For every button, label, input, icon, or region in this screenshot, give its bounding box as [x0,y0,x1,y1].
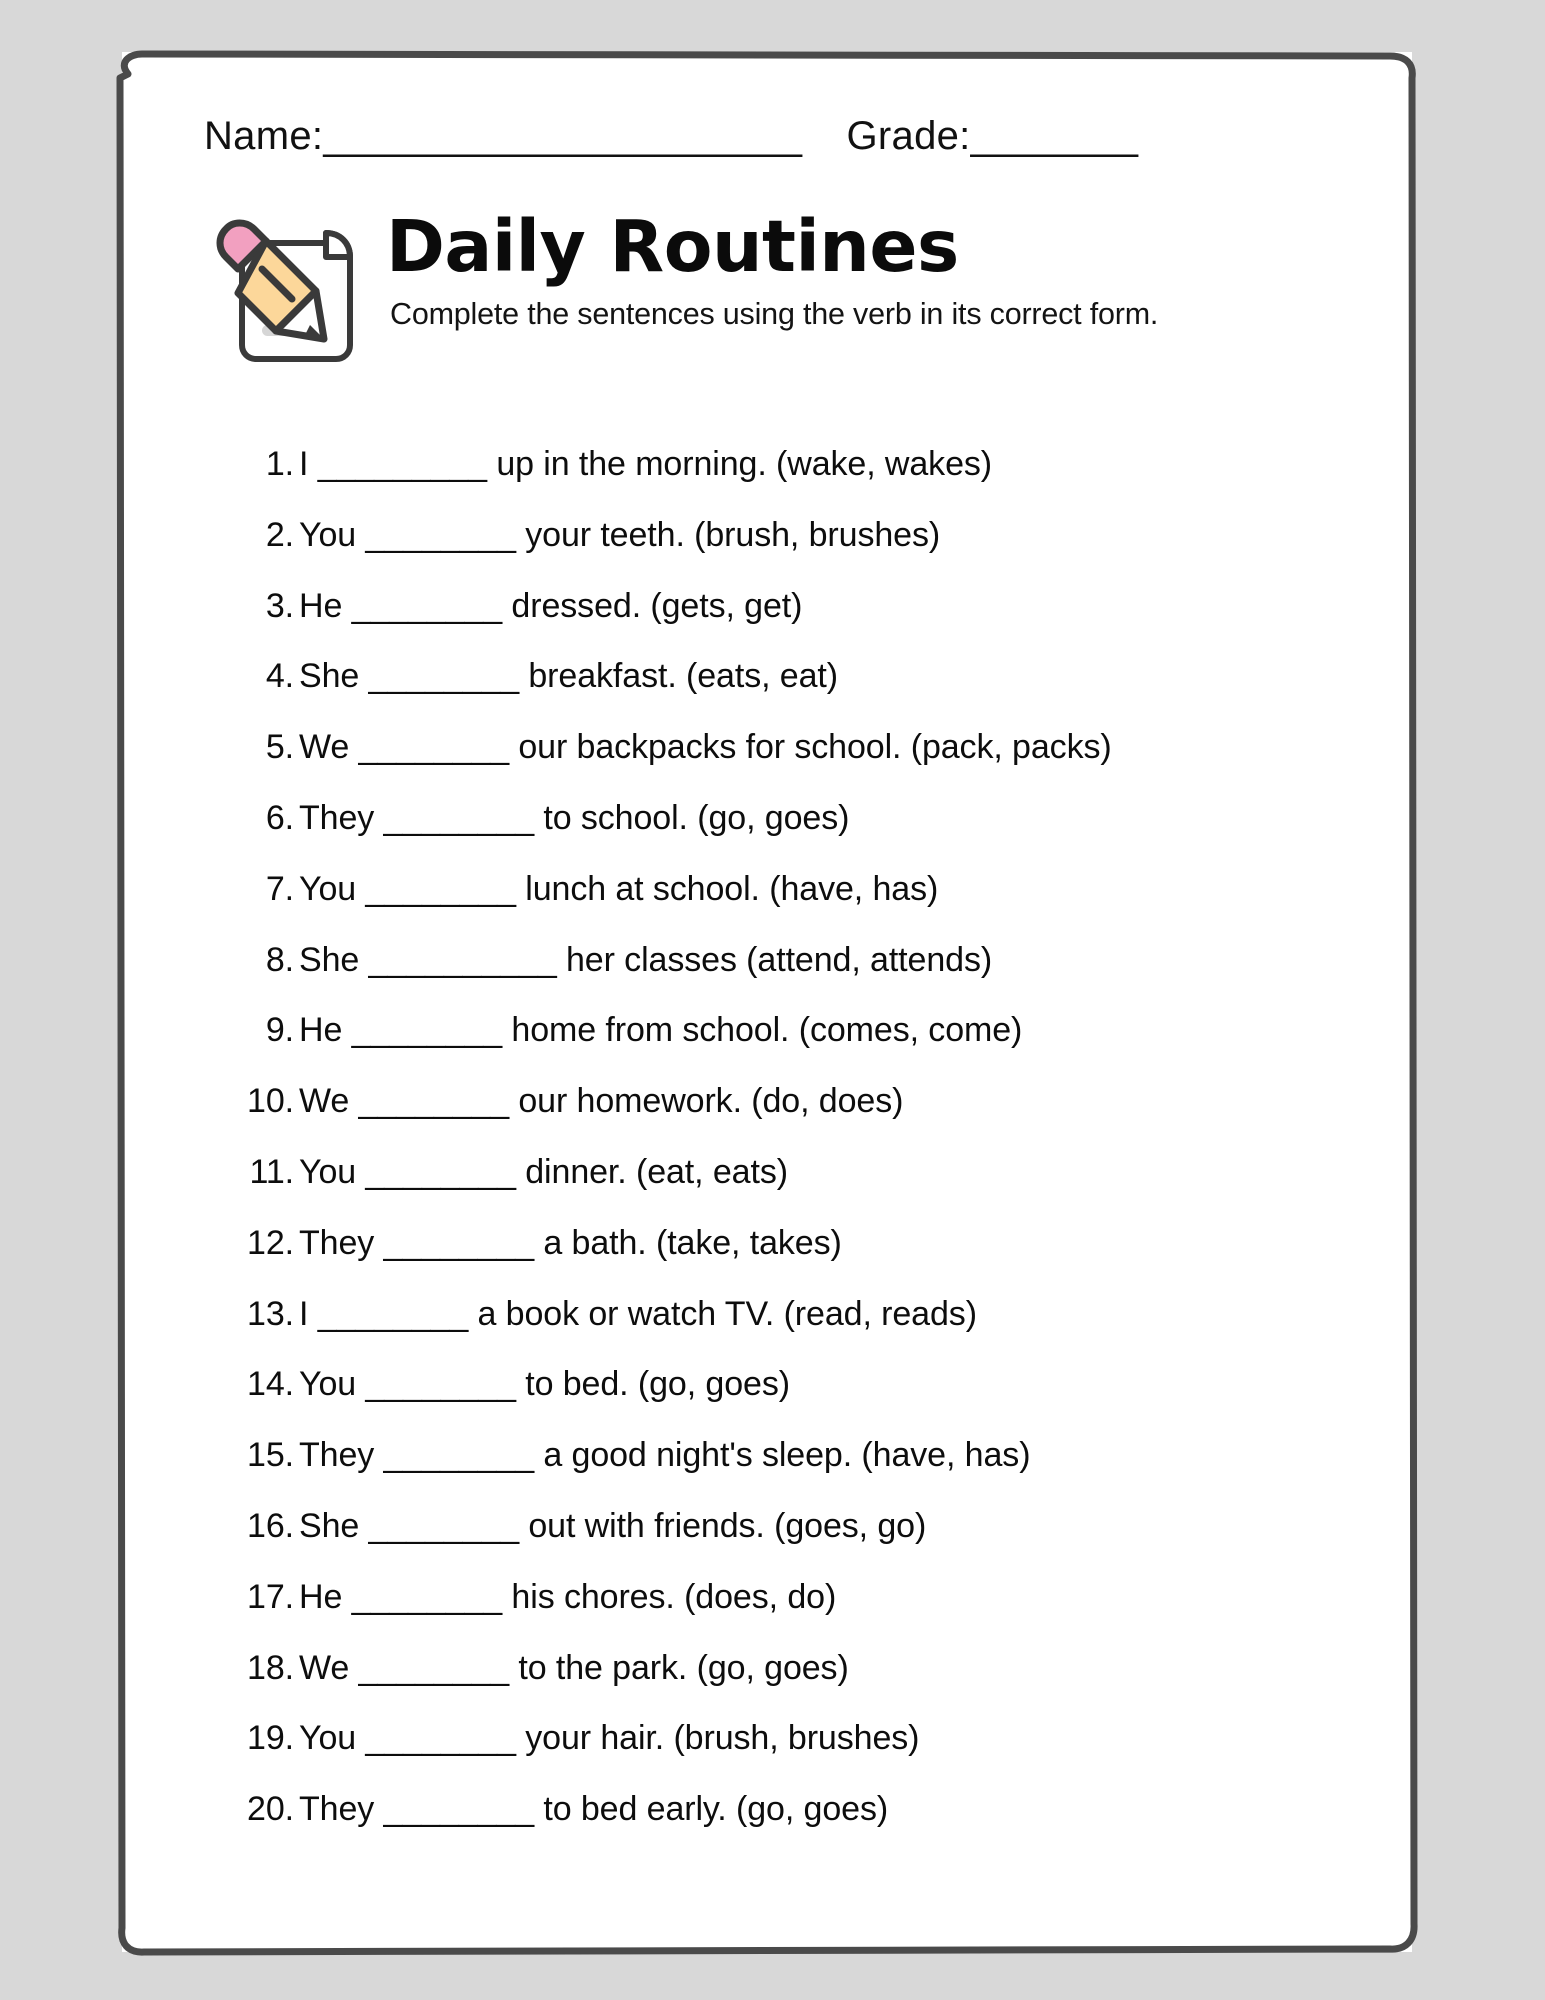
worksheet-header [186,193,1348,369]
page-subtitle: Complete the sentences using the verb in its correct form. [390,297,1159,332]
question-item [208,1295,1348,1366]
question-text[interactable]: She ________ out with friends. (goes, go) [299,1506,927,1545]
question-number: 7. [265,869,294,908]
question-number: 4. [265,657,294,696]
question-text[interactable]: We ________ our homework. (do, does) [299,1082,904,1121]
pencil-document-icon [200,207,376,369]
question-number: 16. [247,1506,294,1545]
question-item [208,1436,1348,1507]
question-item [208,870,1348,941]
question-number: 10. [247,1082,294,1121]
question-text[interactable]: You ________ lunch at school. (have, has) [299,869,939,908]
header-text-block [386,193,1158,332]
question-text[interactable]: We ________ to the park. (go, goes) [299,1648,849,1687]
question-item [208,1719,1348,1790]
question-text[interactable]: She __________ her classes (attend, attends) [299,940,993,979]
name-blank-line[interactable]: _______________________ [323,114,801,158]
question-text[interactable]: They ________ a good night's sleep. (have, has) [299,1436,1031,1475]
question-item [208,1365,1348,1436]
question-item [208,1507,1348,1578]
question-item [208,516,1348,587]
question-number: 15. [247,1436,294,1475]
question-item [208,1011,1348,1082]
question-number: 6. [265,798,294,837]
question-text[interactable]: You ________ dinner. (eat, eats) [299,1152,788,1191]
question-number: 13. [247,1294,294,1333]
question-item [208,1224,1348,1295]
question-number: 17. [247,1577,294,1616]
question-number: 11. [249,1152,294,1191]
question-text[interactable]: They ________ to bed early. (go, goes) [299,1790,889,1829]
student-info-row [186,114,1348,159]
question-item [208,587,1348,658]
question-item [208,941,1348,1012]
question-item [208,1153,1348,1224]
question-number: 19. [247,1719,294,1758]
question-number: 1. [265,445,294,483]
question-number: 2. [265,515,294,554]
question-number: 3. [265,586,294,625]
grade-blank-line[interactable]: ________ [970,114,1137,158]
question-number: 12. [247,1223,294,1262]
question-text[interactable]: They ________ to school. (go, goes) [299,798,850,837]
question-number: 8. [265,940,294,979]
name-label: Name: [204,114,324,158]
page-title: Daily Routines [386,205,959,288]
question-text[interactable]: You ________ to bed. (go, goes) [299,1365,790,1404]
question-item [208,1649,1348,1720]
question-text[interactable]: You ________ your teeth. (brush, brushes) [299,515,941,554]
question-text[interactable]: You ________ your hair. (brush, brushes) [299,1719,920,1758]
question-item [208,1790,1348,1861]
question-item [208,657,1348,728]
question-item [208,728,1348,799]
question-text[interactable]: They ________ a bath. (take, takes) [299,1223,842,1262]
question-number: 5. [265,728,294,767]
sheet-content [122,52,1412,1952]
question-text[interactable]: He ________ his chores. (does, do) [299,1577,837,1616]
question-item [208,1082,1348,1153]
question-text[interactable]: We ________ our backpacks for school. (pack, packs) [299,728,1112,767]
question-text[interactable]: She ________ breakfast. (eats, eat) [299,657,838,696]
question-text[interactable]: He ________ dressed. (gets, get) [299,586,803,625]
question-text[interactable]: I _________ up in the morning. (wake, wakes) [299,445,993,483]
question-text[interactable]: He ________ home from school. (comes, come) [299,1011,1023,1050]
question-text[interactable]: I ________ a book or watch TV. (read, reads) [299,1294,977,1333]
question-number: 9. [265,1011,294,1050]
question-number: 18. [247,1648,294,1687]
question-number: 14. [247,1365,294,1404]
question-item [208,445,1348,516]
grade-label: Grade: [846,114,971,158]
question-number: 20. [247,1790,294,1829]
question-item [208,799,1348,870]
question-item [208,1578,1348,1649]
questions-list [186,445,1348,1861]
